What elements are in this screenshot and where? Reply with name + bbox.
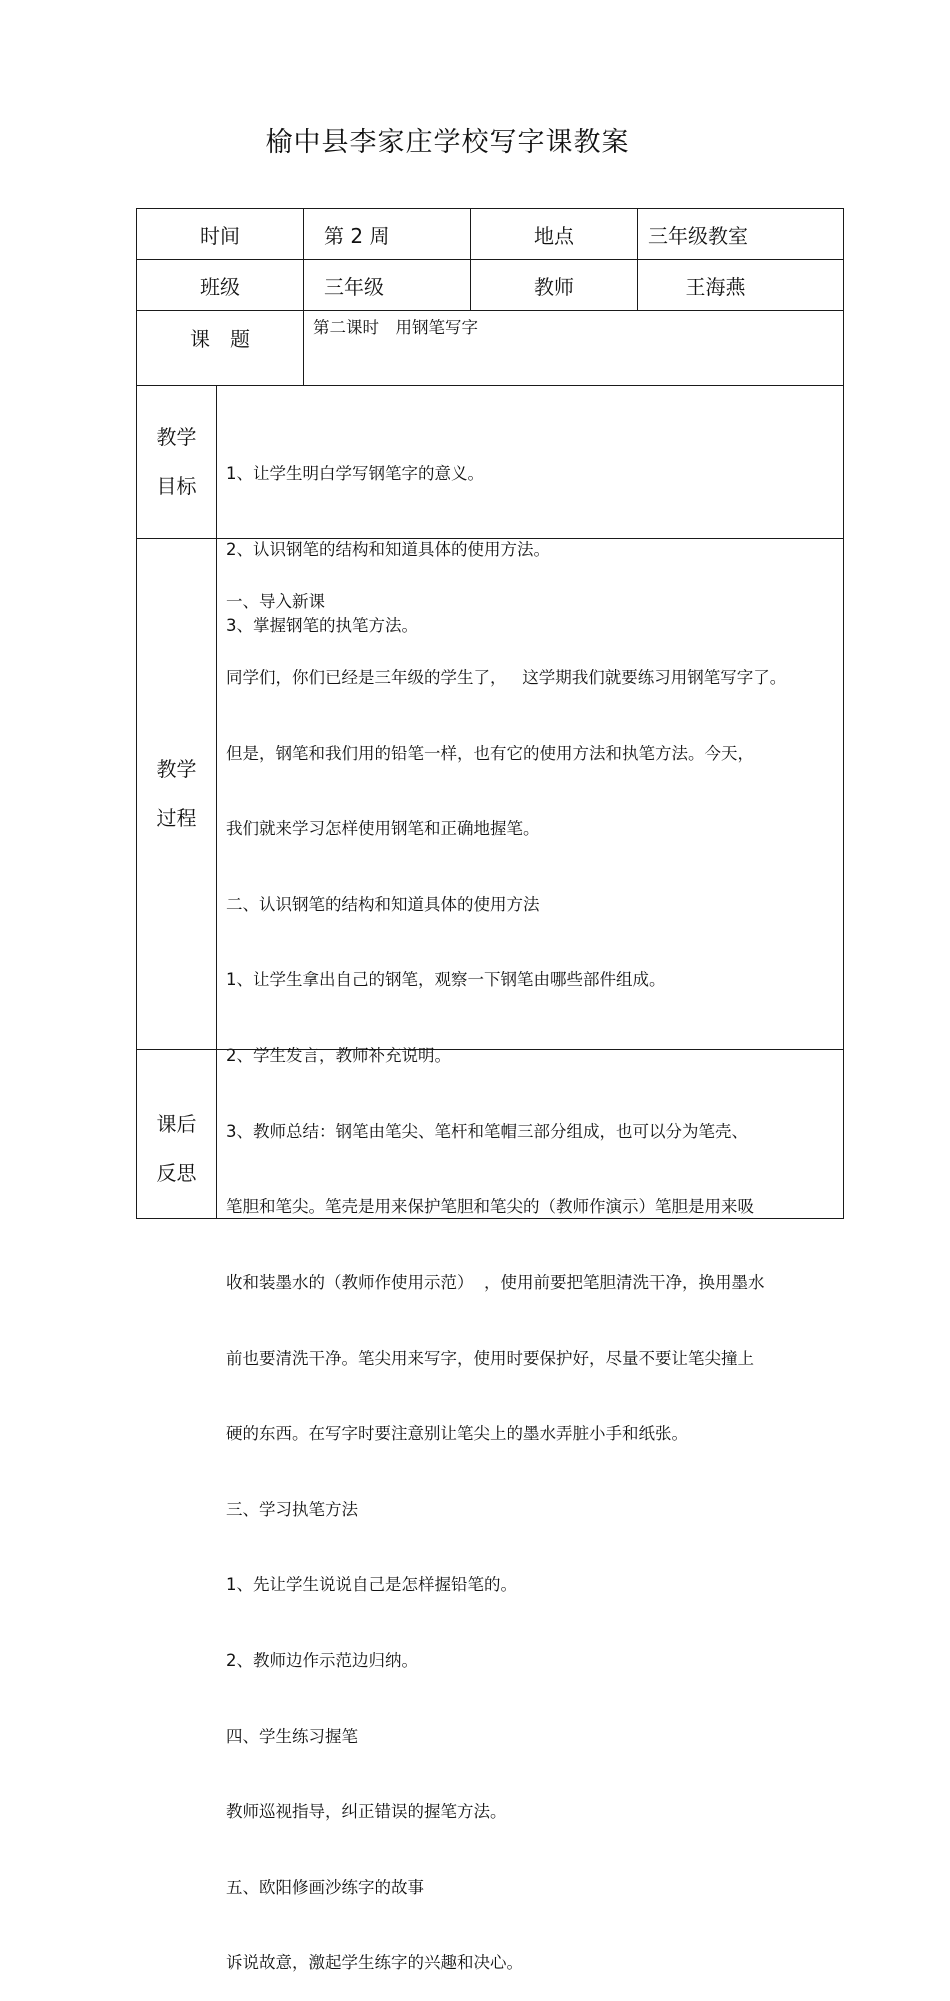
process-line: 教师巡视指导，纠正错误的握笔方法。: [226, 1802, 507, 1822]
process-line: 我们就来学习怎样使用钢笔和正确地握笔。: [226, 819, 540, 839]
process-line: 1、让学生拿出自己的钢笔，观察一下钢笔由哪些部件组成。: [226, 970, 666, 990]
process-line: 四、学生练习握笔: [226, 1726, 358, 1746]
process-line: 2、学生发言，教师补充说明。: [226, 1046, 451, 1066]
place-value-cell: [637, 208, 844, 260]
teacher-value-cell: [637, 259, 844, 311]
document-title: 榆中县李家庄学校写字课教案: [265, 127, 630, 158]
reflection-label-line2: 反思: [156, 1161, 197, 1185]
topic-value-cell: [303, 310, 844, 386]
process-line: 一、导入新课: [226, 592, 325, 612]
process-line: 1、先让学生说说自己是怎样握铅笔的。: [226, 1575, 517, 1595]
class-label-cell: [136, 259, 304, 311]
process-line: 五、欧阳修画沙练字的故事: [226, 1877, 424, 1897]
goal-item: 2、认识钢笔的结构和知道具体的使用方法。: [226, 540, 550, 560]
process-line: 3、教师总结：钢笔由笔尖、笔杆和笔帽三部分组成，也可以分为笔壳、: [226, 1121, 748, 1141]
topic-label: 课 题: [190, 327, 250, 351]
teacher-label-cell: [470, 259, 638, 311]
process-line: 但是，钢笔和我们用的铅笔一样，也有它的使用方法和执笔方法。今天，: [226, 743, 754, 763]
process-label-line2: 过程: [156, 806, 197, 830]
process-line: 笔胆和笔尖。笔壳是用来保护笔胆和笔尖的（教师作演示）笔胆是用来吸: [226, 1197, 754, 1217]
class-value-cell: [303, 259, 471, 311]
time-label-cell: [136, 208, 304, 260]
process-line: 诉说故意，激起学生练字的兴趣和决心。: [226, 1953, 523, 1973]
process-line: 2、教师边作示范边归纳。: [226, 1650, 418, 1670]
process-line: 前也要清洗干净。笔尖用来写字，使用时要保护好，尽量不要让笔尖撞上: [226, 1348, 754, 1368]
class-label: 班级: [200, 274, 240, 299]
place-value: 三年级教室: [648, 223, 748, 248]
reflection-content-cell: [216, 1049, 844, 1219]
teacher-label: 教师: [534, 274, 574, 299]
process-line: 同学们，你们已经是三年级的学生了， 这学期我们就要练习用钢笔写字了。: [226, 668, 787, 688]
goals-label-cell: [136, 385, 217, 539]
process-line: 三、学习执笔方法: [226, 1499, 358, 1519]
time-value-cell: [303, 208, 471, 260]
time-label: 时间: [200, 223, 240, 248]
goals-label-line1: 教学: [156, 425, 197, 449]
class-value: 三年级: [324, 274, 384, 299]
process-line: 收和装墨水的（教师作使用示范） ，使用前要把笔胆清洗干净，换用墨水: [226, 1272, 765, 1292]
topic-label-cell: [136, 310, 304, 386]
reflection-label-cell: [136, 1049, 217, 1219]
goals-label-line2: 目标: [156, 474, 197, 498]
place-label: 地点: [534, 223, 574, 248]
goal-item: 3、掌握钢笔的执笔方法。: [226, 615, 418, 635]
process-label-cell: [136, 538, 217, 1050]
place-label-cell: [470, 208, 638, 260]
time-value: 第 2 周: [324, 223, 390, 248]
process-label-line1: 教学: [156, 757, 197, 781]
process-line: 硬的东西。在写字时要注意别让笔尖上的墨水弄脏小手和纸张。: [226, 1424, 688, 1444]
process-line: 二、认识钢笔的结构和知道具体的使用方法: [226, 894, 540, 914]
process-content-cell: [216, 538, 844, 1973]
goal-item: 1、让学生明白学写钢笔字的意义。: [226, 464, 484, 484]
reflection-label-line1: 课后: [156, 1112, 197, 1136]
teacher-value: 王海燕: [685, 274, 746, 299]
topic-value: 第二课时 用钢笔写字: [313, 318, 478, 337]
